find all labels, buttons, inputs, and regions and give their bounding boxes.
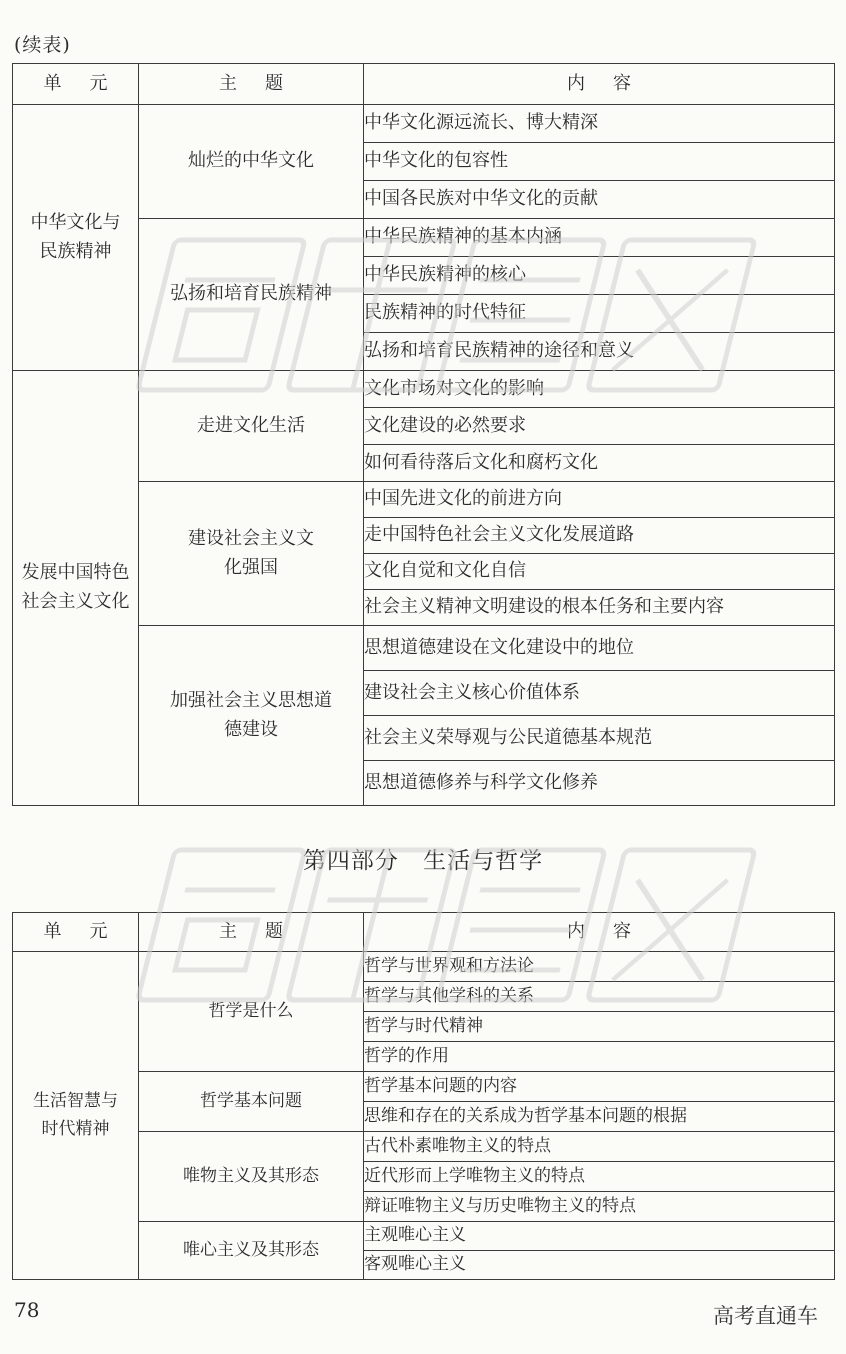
topic-cell: 建设社会主义文化强国: [139, 482, 364, 626]
content-cell: 哲学与世界观和方法论: [364, 952, 835, 982]
content-cell: 文化自觉和文化自信: [364, 554, 835, 590]
unit-cell: 生活智慧与时代精神: [13, 952, 139, 1280]
content-cell: 社会主义精神文明建设的根本任务和主要内容: [364, 590, 835, 626]
content-cell: 思维和存在的关系成为哲学基本问题的根据: [364, 1102, 835, 1132]
content-cell: 社会主义荣辱观与公民道德基本规范: [364, 716, 835, 761]
curriculum-table-philosophy: [12, 912, 835, 1280]
topic-cell: 哲学基本问题: [139, 1072, 364, 1132]
content-cell: 民族精神的时代特征: [364, 295, 835, 333]
unit-cell: 中华文化与民族精神: [13, 105, 139, 371]
page-number: 78: [14, 1298, 40, 1322]
topic-cell: 走进文化生活: [139, 371, 364, 482]
header-unit: 单元: [13, 913, 139, 952]
header-content: 内容: [364, 64, 835, 105]
content-cell: 中华文化源远流长、博大精深: [364, 105, 835, 143]
content-cell: 哲学与时代精神: [364, 1012, 835, 1042]
content-cell: 思想道德建设在文化建设中的地位: [364, 626, 835, 671]
content-cell: 弘扬和培育民族精神的途径和意义: [364, 333, 835, 371]
header-content: 内容: [364, 913, 835, 952]
section-part-label: 第四部分: [302, 848, 399, 874]
content-cell: 主观唯心主义: [364, 1222, 835, 1251]
topic-cell: 唯心主义及其形态: [139, 1222, 364, 1280]
content-cell: 客观唯心主义: [364, 1251, 835, 1280]
continued-note: (续表): [14, 34, 71, 56]
header-topic: 主题: [139, 64, 364, 105]
content-cell: 中国各民族对中华文化的贡献: [364, 181, 835, 219]
content-cell: 哲学的作用: [364, 1042, 835, 1072]
section-name: 生活与哲学: [423, 848, 544, 874]
content-cell: 哲学基本问题的内容: [364, 1072, 835, 1102]
content-cell: 哲学与其他学科的关系: [364, 982, 835, 1012]
content-cell: 近代形而上学唯物主义的特点: [364, 1162, 835, 1192]
topic-cell: 灿烂的中华文化: [139, 105, 364, 219]
content-cell: 建设社会主义核心价值体系: [364, 671, 835, 716]
content-cell: 走中国特色社会主义文化发展道路: [364, 518, 835, 554]
topic-cell: 唯物主义及其形态: [139, 1132, 364, 1222]
topic-cell: 加强社会主义思想道德建设: [139, 626, 364, 806]
content-cell: 文化市场对文化的影响: [364, 371, 835, 408]
content-cell: 中华民族精神的基本内涵: [364, 219, 835, 257]
table-header-row: [13, 64, 835, 105]
table-header-row: [13, 913, 835, 952]
content-cell: 中华文化的包容性: [364, 143, 835, 181]
table-row: [13, 371, 835, 408]
header-unit: 单元: [13, 64, 139, 105]
content-cell: 古代朴素唯物主义的特点: [364, 1132, 835, 1162]
content-cell: 文化建设的必然要求: [364, 408, 835, 445]
content-cell: 思想道德修养与科学文化修养: [364, 761, 835, 806]
topic-cell: 哲学是什么: [139, 952, 364, 1072]
brand-mark: 高考直通车: [713, 1304, 818, 1328]
section-title: [0, 842, 846, 875]
content-cell: 中国先进文化的前进方向: [364, 482, 835, 518]
content-cell: 如何看待落后文化和腐朽文化: [364, 445, 835, 482]
content-cell: 中华民族精神的核心: [364, 257, 835, 295]
header-topic: 主题: [139, 913, 364, 952]
content-cell: 辩证唯物主义与历史唯物主义的特点: [364, 1192, 835, 1222]
topic-cell: 弘扬和培育民族精神: [139, 219, 364, 371]
unit-cell: 发展中国特色社会主义文化: [13, 371, 139, 806]
table-row: [13, 105, 835, 143]
curriculum-table-culture: [12, 63, 835, 806]
table-row: [13, 952, 835, 982]
